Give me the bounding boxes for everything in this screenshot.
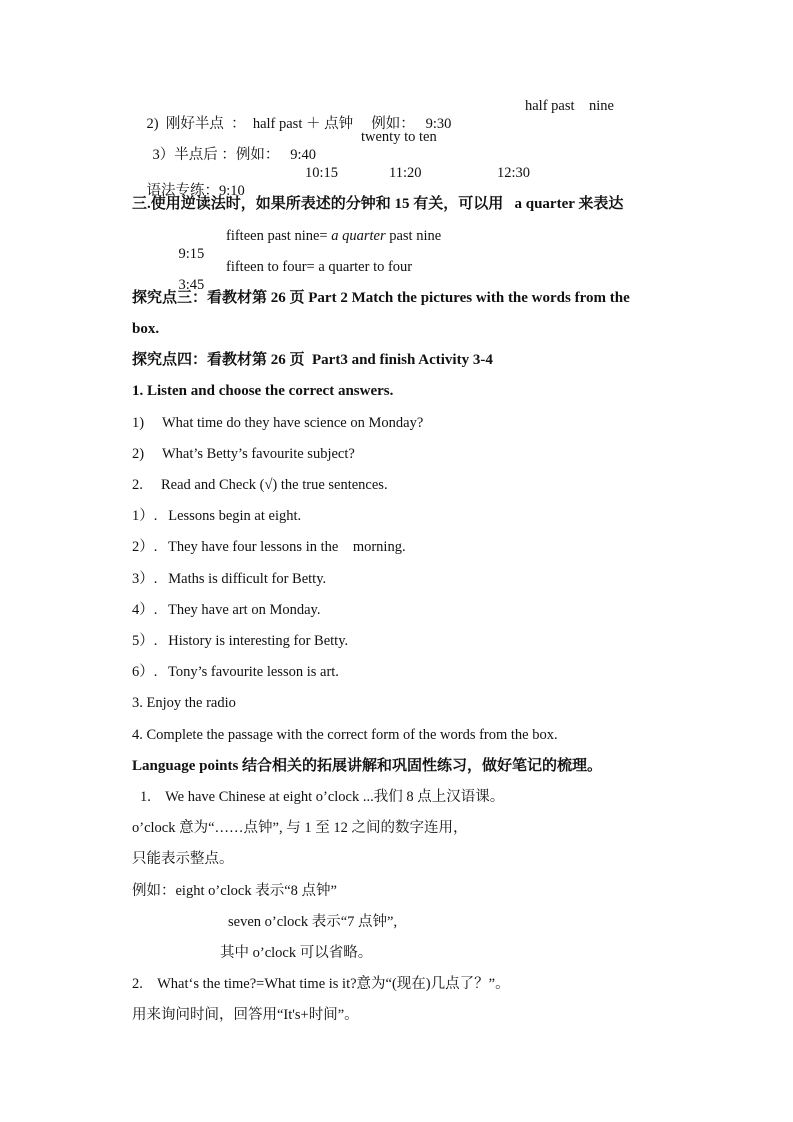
grammar-drill-label: 语法专练：9:10: [146, 183, 245, 199]
oclock-meaning: o’clock 意为“……点钟”, 与 1 至 12 之间的数字连用，: [132, 820, 468, 836]
check-sentence-6: 6）. Tony’s favourite lesson is art.: [132, 664, 339, 680]
oclock-example-1: 例如：eight o’clock 表示“8 点钟”: [132, 883, 337, 899]
listen-question-1: 1) What time do they have science on Monday?: [132, 415, 424, 431]
check-sentence-5: 5）. History is interesting for Betty.: [132, 633, 349, 649]
point-two-answer: 用来询问时间，回答用“It's+时间”。: [132, 1007, 359, 1023]
check-sentence-3: 3）. Maths is difficult for Betty.: [132, 571, 327, 587]
example-quarter-to-time: 3:45: [178, 277, 205, 293]
example-quarter-past-post: past nine: [385, 228, 442, 244]
grammar-drill-time-3: 11:20: [389, 165, 422, 181]
example-quarter-to-text: fifteen to four= a quarter to four: [226, 259, 413, 275]
section-three-heading: 三.使用逆读法时，如果所表述的分钟和 15 有关，可以用 a quarter 来表达: [132, 196, 624, 212]
oclock-example-2: seven o’clock 表示“7 点钟”,: [228, 914, 398, 930]
example-quarter-past-text: [226, 227, 441, 245]
enjoy-radio: 3. Enjoy the radio: [132, 695, 236, 711]
check-sentence-1: 1）. Lessons begin at eight.: [132, 508, 302, 524]
explore-point-three-cont: box.: [132, 321, 160, 337]
example-quarter-past-pre: fifteen past nine=: [226, 228, 332, 244]
point-two: 2. What‘s the time?=What time is it?意为“(现在)几点了？”。: [132, 976, 510, 992]
example-quarter-past-time: 9:15: [178, 246, 205, 262]
language-points-heading: Language points 结合相关的拓展讲解和巩固性练习，做好笔记的梳理。: [132, 758, 603, 774]
explore-point-three: 探究点三：看教材第 26 页 Part 2 Match the pictures with the words from the: [132, 290, 630, 306]
oclock-whole-hour: 只能表示整点。: [132, 851, 234, 867]
listen-question-2: 2) What’s Betty’s favourite subject?: [132, 446, 355, 462]
complete-passage: 4. Complete the passage with the correct form of the words from the box.: [132, 727, 558, 743]
check-sentence-2: 2）. They have four lessons in the morning.: [132, 539, 406, 555]
read-check-heading: 2. Read and Check (√) the true sentences.: [132, 477, 388, 493]
rule-after-half-example: twenty to ten: [361, 129, 437, 145]
listen-heading: 1. Listen and choose the correct answers.: [132, 383, 394, 399]
grammar-drill-time-2: 10:15: [305, 165, 339, 181]
example-quarter-past-em: a quarter: [331, 228, 386, 244]
oclock-omit-note: 其中 o’clock 可以省略。: [220, 945, 373, 961]
grammar-drill-time-4: 12:30: [497, 165, 531, 181]
explore-point-four: 探究点四：看教材第 26 页 Part3 and finish Activity 3-4: [132, 352, 493, 368]
rule-after-half-text: 3）半点后 ：例如： 9:40: [152, 147, 317, 163]
check-sentence-4: 4）. They have art on Monday.: [132, 602, 321, 618]
point-one: 1. We have Chinese at eight o’clock ...我们 8 点上汉语课。: [140, 789, 505, 805]
rule-half-past-example: half past nine: [525, 98, 614, 114]
rule-half-past-text: 2) 刚好半点 ： half past ＋ 点钟 例如： 9:30: [146, 116, 452, 132]
